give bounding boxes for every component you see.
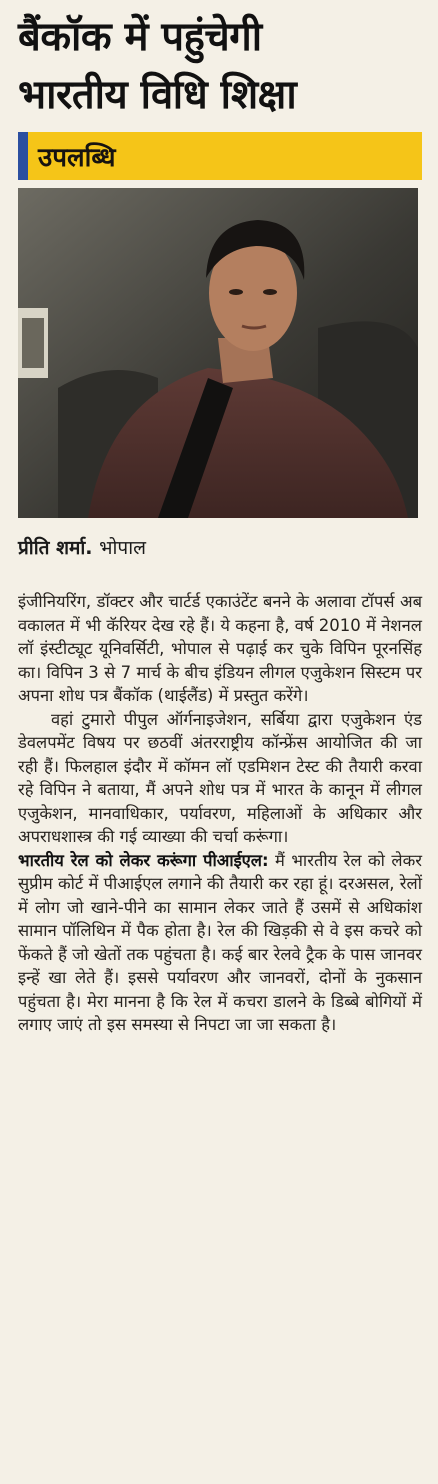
section-kicker xyxy=(18,132,422,180)
kicker-accent-bar xyxy=(18,132,28,180)
article-paragraph-3-text: मैं भारतीय रेल को लेकर सुप्रीम कोर्ट में पीआईएल लगाने की तैयारी कर रहा हूं। दरअसल, रेलों में लोग जो खाने-पीने का सामान लेकर जाते हैं उसमें से अधिकांश सामान पॉलिथिन में पैक होता है। रेल की खिड़की से वे इस कचरे को फेंकते हैं जो खेतों तक पहुंचता है। कई बार रेलवे ट्रैक के पास जानवर इन्हें खा लेते हैं। इससे पर्यावरण और जानवरों, दोनों के नुकसान पहुंचता है। मेरा मानना है कि रेल में कचरा डालने के डिब्बे बोगियों में लगाए जाएं तो इस समस्या से निपटा जा जा सकता है। xyxy=(18,850,422,1034)
article-paragraph-3 xyxy=(18,849,422,1037)
headline xyxy=(18,0,422,124)
article-body xyxy=(18,590,422,1037)
headline-line-1: बैंकॉक में पहुंचेगी xyxy=(18,14,262,60)
byline-author: प्रीति शर्मा. xyxy=(18,537,93,559)
kicker-label: उपलब्धि xyxy=(38,143,116,173)
byline-place: भोपाल xyxy=(99,537,147,559)
article-paragraph-2: वहां टुमारो पीपुल ऑर्गनाइजेशन, सर्बिया द्वारा एजुकेशन एंड डेवलपमेंट विषय पर छठवीं अंतरराष्ट्रीय कॉन्फ्रेंस आयोजित की जा रही हैं। फिलहाल इंदौर में कॉमन लॉ एडमिशन टेस्ट की तैयारी करवा रहे विपिन ने बताया, मैं अपने शोध पत्र में भारत के कानून में लीगल एजुकेशन, मानवाधिकार, पर्यावरण, महिलाओं के अधिकार और अपराधशास्त्र की गई व्याख्या की चर्चा करूंगा। xyxy=(18,709,422,846)
article-paragraph-1: इंजीनियरिंग, डॉक्टर और चार्टर्ड एकाउंटेंट बनने के अलावा टॉपर्स अब वकालत में भी कॅरियर देख रहे हैं। ये कहना है, वर्ष 2010 में नेशनल लॉ इंस्टीट्यूट यूनिवर्सिटी, भोपाल से पढ़ाई कर चुके विपिन पूरनसिंह का। विपिन 3 से 7 मार्च के बीच इंडियन लीगल एजुकेशन सिस्टम पर अपना शोध पत्र बैंकॉक (थाईलैंड) में प्रस्तुत करेंगे। xyxy=(18,592,422,705)
headline-line-2: भारतीय विधि शिक्षा xyxy=(18,72,297,118)
byline xyxy=(18,534,422,560)
portrait-photo xyxy=(18,188,418,518)
article-subhead: भारतीय रेल को लेकर करूंगा पीआईएल: xyxy=(18,850,269,870)
